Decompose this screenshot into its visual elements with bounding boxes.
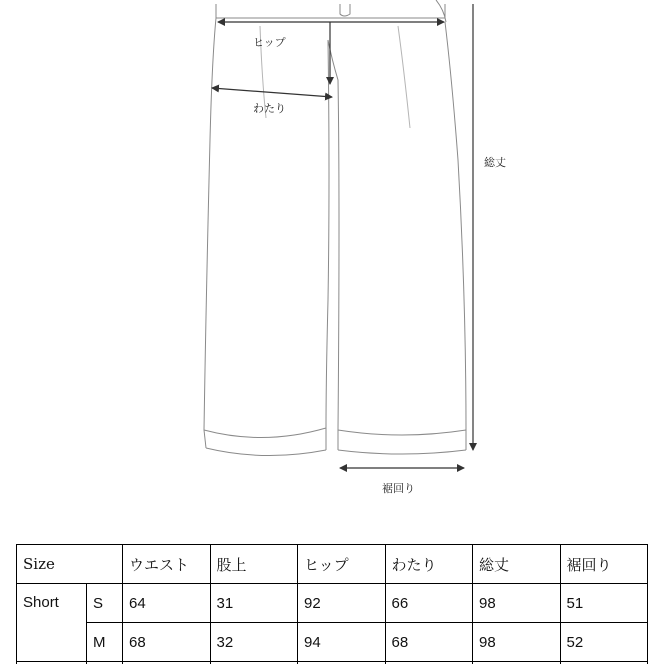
thigh-arrow [212, 88, 332, 97]
thigh-label: わたり [253, 102, 286, 115]
header-total-length: 総丈 [473, 545, 561, 584]
value-cell: 51 [560, 584, 648, 623]
size-cell: M [87, 623, 123, 662]
value-cell: 68 [385, 623, 473, 662]
value-cell: 98 [473, 623, 561, 662]
value-cell: 94 [298, 623, 386, 662]
pants-outline [204, 18, 466, 456]
size-cell: S [87, 584, 123, 623]
header-hem: 裾回り [560, 545, 648, 584]
header-waist: ウエスト [123, 545, 211, 584]
measurement-arrows [212, 4, 473, 468]
group-label-short: Short [17, 584, 87, 662]
table-row [17, 584, 648, 623]
value-cell: 66 [385, 584, 473, 623]
value-cell: 31 [210, 584, 298, 623]
value-cell: 52 [560, 623, 648, 662]
header-thigh: わたり [385, 545, 473, 584]
table-row [17, 623, 648, 662]
total-length-label: 総丈 [484, 156, 506, 169]
hip-label: ヒップ [253, 36, 286, 49]
header-hip: ヒップ [298, 545, 386, 584]
size-table [16, 544, 648, 664]
value-cell: 64 [123, 584, 211, 623]
value-cell: 32 [210, 623, 298, 662]
hem-label: 裾回り [382, 482, 415, 495]
value-cell: 98 [473, 584, 561, 623]
header-rise: 股上 [210, 545, 298, 584]
value-cell: 68 [123, 623, 211, 662]
waistband-outline [216, 0, 446, 22]
value-cell: 92 [298, 584, 386, 623]
table-header-row [17, 545, 648, 584]
header-size: Size [17, 545, 123, 584]
